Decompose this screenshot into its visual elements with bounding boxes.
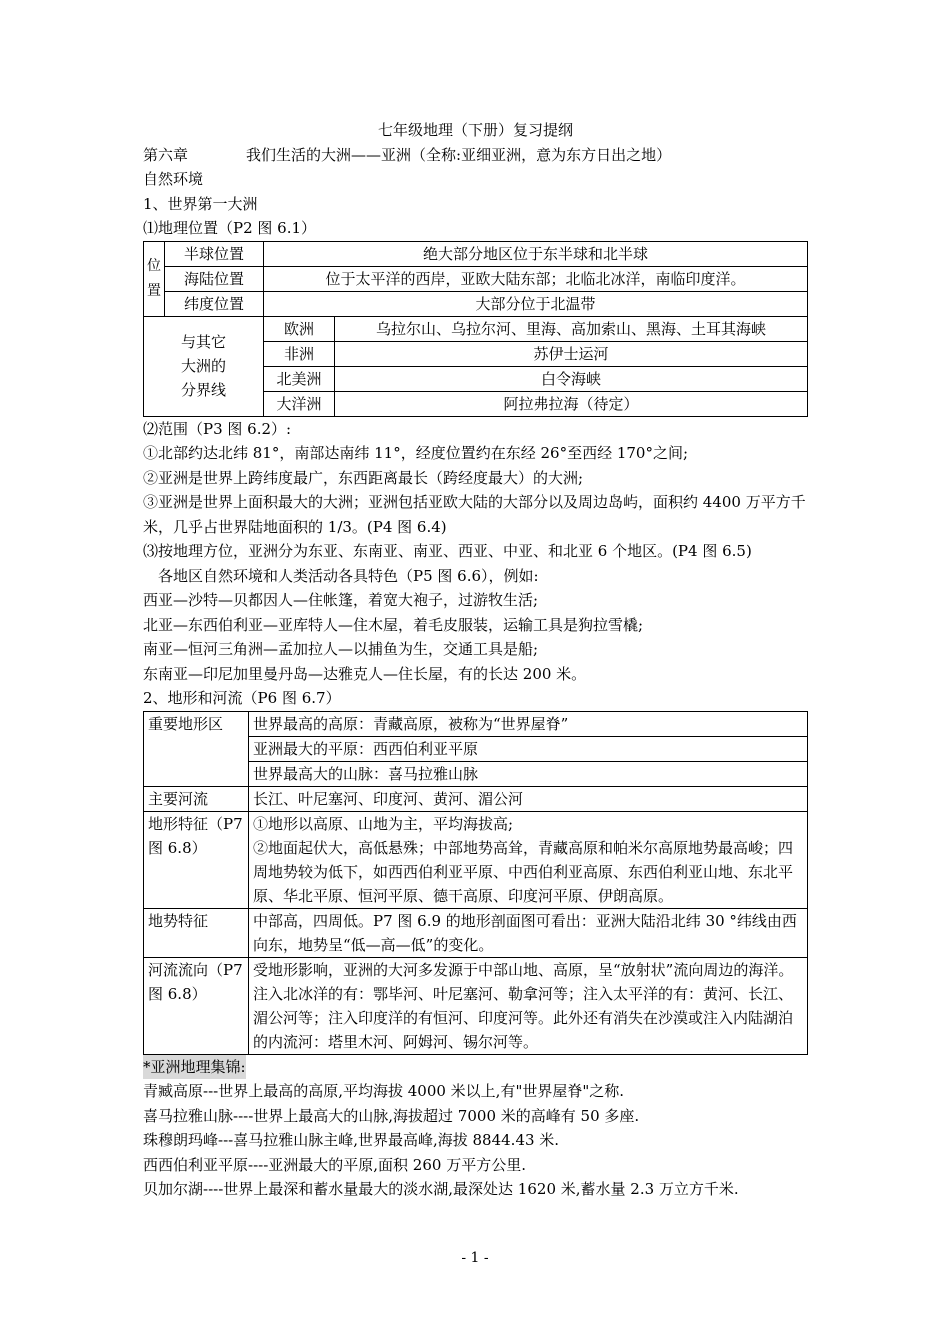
s1-heading: 1、世界第一大洲 [143, 194, 258, 213]
feature-value: ①地形以高原、山地为主，平均海拔高; ②地面起伏大，高低悬殊；中部地势高耸，青藏高原和帕米尔高原地势最高峻；四周地势较为低下，如西西伯利亚平原、中西伯利亚高原、东西伯利亚山地、东北平原、华北平原、恒河平原、德干高原、印度河平原、伊朗高原。 [249, 811, 808, 908]
terrain-item: 世界最高的高原：青藏高原，被称为“世界屋脊” [249, 711, 808, 736]
pos-label-cell [144, 241, 165, 316]
document-title: 七年级地理（下册）复习提纲 [377, 121, 573, 139]
flow-value: 受地形影响，亚洲的大河多发源于中部山地、高原，呈“放射状”流向周边的海洋。注入北冰洋的有：鄂毕河、叶尼塞河、勒拿河等；注入太平洋的有：黄河、长江、湄公河等；注入印度洋的有恒河、印度河等。此外还有消失在沙漠或注入内陆湖泊的内流河：塔里木河、阿姆河、锡尔河等。 [249, 957, 808, 1054]
rivers-value: 长江、叶尼塞河、印度河、黄河、湄公河 [249, 786, 808, 811]
s3-item: 东南亚—印尼加里曼丹岛—达雅克人—住长屋，有的长达 200 米。 [143, 664, 587, 683]
table-row [144, 811, 808, 908]
row-label: 纬度位置 [165, 291, 264, 316]
s3-intro: 各地区自然环境和人类活动各具特色（P5 图 6.6），例如: [158, 566, 539, 585]
pos-label-2: 置 [147, 282, 161, 299]
continent-cell: 大洋洲 [264, 391, 335, 416]
slope-value: 中部高，四周低。P7 图 6.9 的地形剖面图可看出：亚洲大陆沿北纬 30 °纬线由西向东，地势呈“低—高—低”的变化。 [249, 908, 808, 957]
s3-item: 南亚—恒河三角洲—孟加拉人—以捕鱼为生，交通工具是船; [143, 640, 539, 658]
terrain-label: 重要地形区 [144, 711, 249, 786]
row-label: 半球位置 [165, 241, 264, 266]
row-label: 海陆位置 [165, 266, 264, 291]
s2-heading: ⑵范围（P3 图 6.2）: [143, 419, 292, 438]
document-page [143, 118, 808, 1202]
collection-heading: *亚洲地理集锦: [143, 1055, 246, 1080]
chapter-label: 第六章 [143, 145, 189, 164]
continent-cell: 欧洲 [264, 316, 335, 341]
table-row [144, 711, 808, 736]
s3-heading: ⑶按地理方位，亚洲分为东亚、东南亚、南亚、西亚、中亚、和北亚 6 个地区。(P4 图 6.5) [143, 542, 752, 560]
row-value: 位于太平洋的西岸，亚欧大陆东部；北临北冰洋，南临印度洋。 [264, 266, 808, 291]
table-row [144, 957, 808, 1054]
rivers-label: 主要河流 [144, 786, 249, 811]
flow-label: 河流流向（P7 图 6.8） [144, 957, 249, 1054]
s2-item: ③亚洲是世界上面积最大的大洲；亚洲包括亚欧大陆的大部分以及周边岛屿，面积约 4400 万平方千米，几乎占世界陆地面积的 1/3。(P4 图 6.4) [143, 493, 806, 536]
feature-label: 地形特征（P7 图 6.8） [144, 811, 249, 908]
page-number: - 1 - [461, 1250, 489, 1266]
collection-item: 珠穆朗玛峰---喜马拉雅山脉主峰,世界最高峰,海拔 8844.43 米. [143, 1131, 560, 1149]
slope-label: 地势特征 [144, 908, 249, 957]
s2-item: ①北部约达北纬 81°，南部达南纬 11°，经度位置约在东经 26°至西经 170°之间; [143, 444, 689, 462]
terrain-table [143, 711, 808, 1055]
continent-cell: 非洲 [264, 341, 335, 366]
section-title: 自然环境 [143, 170, 204, 188]
table-row [144, 291, 808, 316]
s2-item: ②亚洲是世界上跨纬度最广，东西距离最长（跨经度最大）的大洲; [143, 468, 584, 487]
collection-item: 喜马拉雅山脉----世界上最高大的山脉,海拔超过 7000 米的高峰有 50 多座. [143, 1106, 640, 1125]
table-row [144, 266, 808, 291]
terrain-item: 亚洲最大的平原：西西伯利亚平原 [249, 736, 808, 761]
s1-sub: ⑴地理位置（P2 图 6.1） [143, 219, 317, 237]
collection-item: 青臧高原---世界上最高的高原,平均海拔 4000 米以上,有"世界屋脊"之称. [143, 1082, 625, 1100]
continent-cell: 北美洲 [264, 366, 335, 391]
terrain-item: 世界最高大的山脉：喜马拉雅山脉 [249, 761, 808, 786]
table-row [144, 908, 808, 957]
s4-heading: 2、地形和河流（P6 图 6.7） [143, 689, 341, 707]
table-row [144, 786, 808, 811]
chapter-heading [143, 143, 808, 168]
collection-item: 贝加尔湖----世界上最深和蓄水量最大的淡水湖,最深处达 1620 米,蓄水量 2.3 万立方千米. [143, 1180, 739, 1198]
collection-item: 西西伯利亚平原----亚洲最大的平原,面积 260 万平方公里. [143, 1155, 526, 1174]
position-table [143, 241, 808, 417]
pos-label-1: 位 [147, 257, 161, 274]
boundary-label: 与其它大洲的分界线 [144, 316, 264, 416]
row-value: 大部分位于北温带 [264, 291, 808, 316]
table-row [144, 241, 808, 266]
chapter-text: 我们生活的大洲——亚洲（全称:亚细亚洲，意为东方日出之地） [246, 145, 672, 164]
row-value: 绝大部分地区位于东半球和北半球 [264, 241, 808, 266]
boundary-cell: 白令海峡 [335, 366, 808, 391]
table-row [144, 316, 808, 341]
boundary-cell: 阿拉弗拉海（待定） [335, 391, 808, 416]
s3-item: 西亚—沙特—贝都因人—住帐篷，着宽大袍子，过游牧生活; [143, 591, 539, 609]
s3-item: 北亚—东西伯利亚—亚库特人—住木屋，着毛皮服装，运输工具是狗拉雪橇; [143, 615, 644, 634]
boundary-cell: 乌拉尔山、乌拉尔河、里海、高加索山、黑海、土耳其海峡 [335, 316, 808, 341]
boundary-cell: 苏伊士运河 [335, 341, 808, 366]
